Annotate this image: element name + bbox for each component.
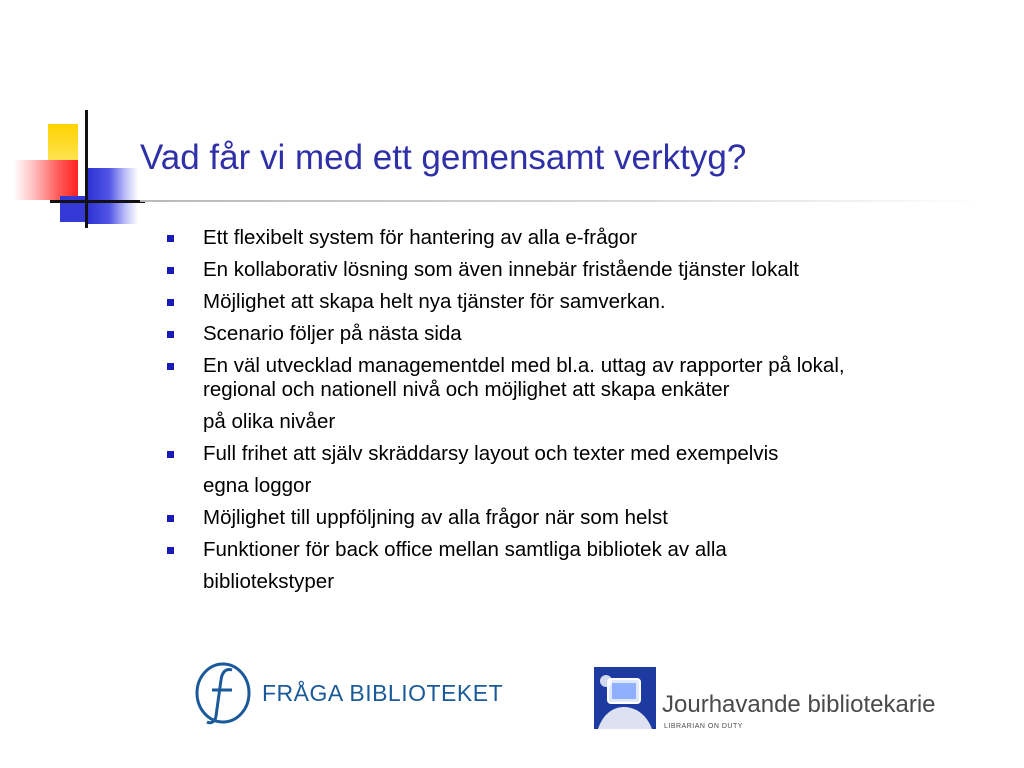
bullet-text-continued: bibliotekstyper bbox=[203, 570, 335, 593]
bullet-square-icon bbox=[167, 235, 174, 242]
decor-blue-block bbox=[86, 168, 138, 224]
bullet-text-continued: egna loggor bbox=[203, 474, 312, 497]
fraga-logo-text: FRÅGA BIBLIOTEKET bbox=[262, 680, 504, 706]
bullet-square-icon bbox=[167, 331, 174, 338]
bullet-text: En kollaborativ lösning som även innebär fristående tjänster lokalt bbox=[203, 258, 799, 281]
bullet-square-icon bbox=[167, 267, 174, 274]
slide-title: Vad får vi med ett gemensamt verktyg? bbox=[140, 138, 747, 177]
bullet-text: Scenario följer på nästa sida bbox=[203, 322, 462, 345]
fraga-biblioteket-logo bbox=[192, 660, 504, 726]
bullet-item bbox=[165, 442, 1020, 498]
bullet-text-continued: på olika nivåer bbox=[203, 410, 336, 433]
jourhavande-logo-text: Jourhavande bibliotekarie bbox=[662, 691, 936, 718]
bullet-square-icon bbox=[167, 547, 174, 554]
fraga-f-icon bbox=[192, 660, 258, 726]
bullet-item bbox=[165, 538, 1020, 594]
bullet-text: Full frihet att själv skräddarsy layout och texter med exempelvis bbox=[203, 442, 779, 465]
bullet-item bbox=[165, 290, 1020, 314]
bullet-text: Funktioner för back office mellan samtliga bibliotek av alla bbox=[203, 538, 727, 561]
bullet-text: Möjlighet till uppföljning av alla frågor när som helst bbox=[203, 506, 668, 529]
decor-red-block bbox=[14, 160, 78, 200]
librarian-computer-icon bbox=[594, 667, 656, 729]
bullet-square-icon bbox=[167, 515, 174, 522]
bullet-item bbox=[165, 322, 1020, 346]
decor-yellow-block bbox=[48, 124, 78, 162]
bullet-item bbox=[165, 258, 1020, 282]
decor-vertical-line bbox=[85, 110, 88, 228]
bullet-square-icon bbox=[167, 363, 174, 370]
bullet-item bbox=[165, 354, 1020, 434]
bullet-text-continued: regional och nationell nivå och möjlighet att skapa enkäter bbox=[203, 378, 730, 401]
bullet-text: Möjlighet att skapa helt nya tjänster för samverkan. bbox=[203, 290, 666, 313]
decor-horizontal-line bbox=[50, 200, 145, 203]
bullet-list bbox=[165, 226, 1020, 602]
bullet-item bbox=[165, 226, 1020, 250]
jourhavande-logo-subtext: LIBRARIAN ON DUTY bbox=[664, 723, 743, 730]
bullet-item bbox=[165, 506, 1020, 530]
jourhavande-logo bbox=[594, 667, 954, 733]
bullet-square-icon bbox=[167, 299, 174, 306]
bullet-text: Ett flexibelt system för hantering av alla e-frågor bbox=[203, 226, 638, 249]
title-underline bbox=[140, 200, 980, 202]
bullet-square-icon bbox=[167, 451, 174, 458]
bullet-text: En väl utvecklad managementdel med bl.a. uttag av rapporter på lokal, bbox=[203, 354, 845, 377]
